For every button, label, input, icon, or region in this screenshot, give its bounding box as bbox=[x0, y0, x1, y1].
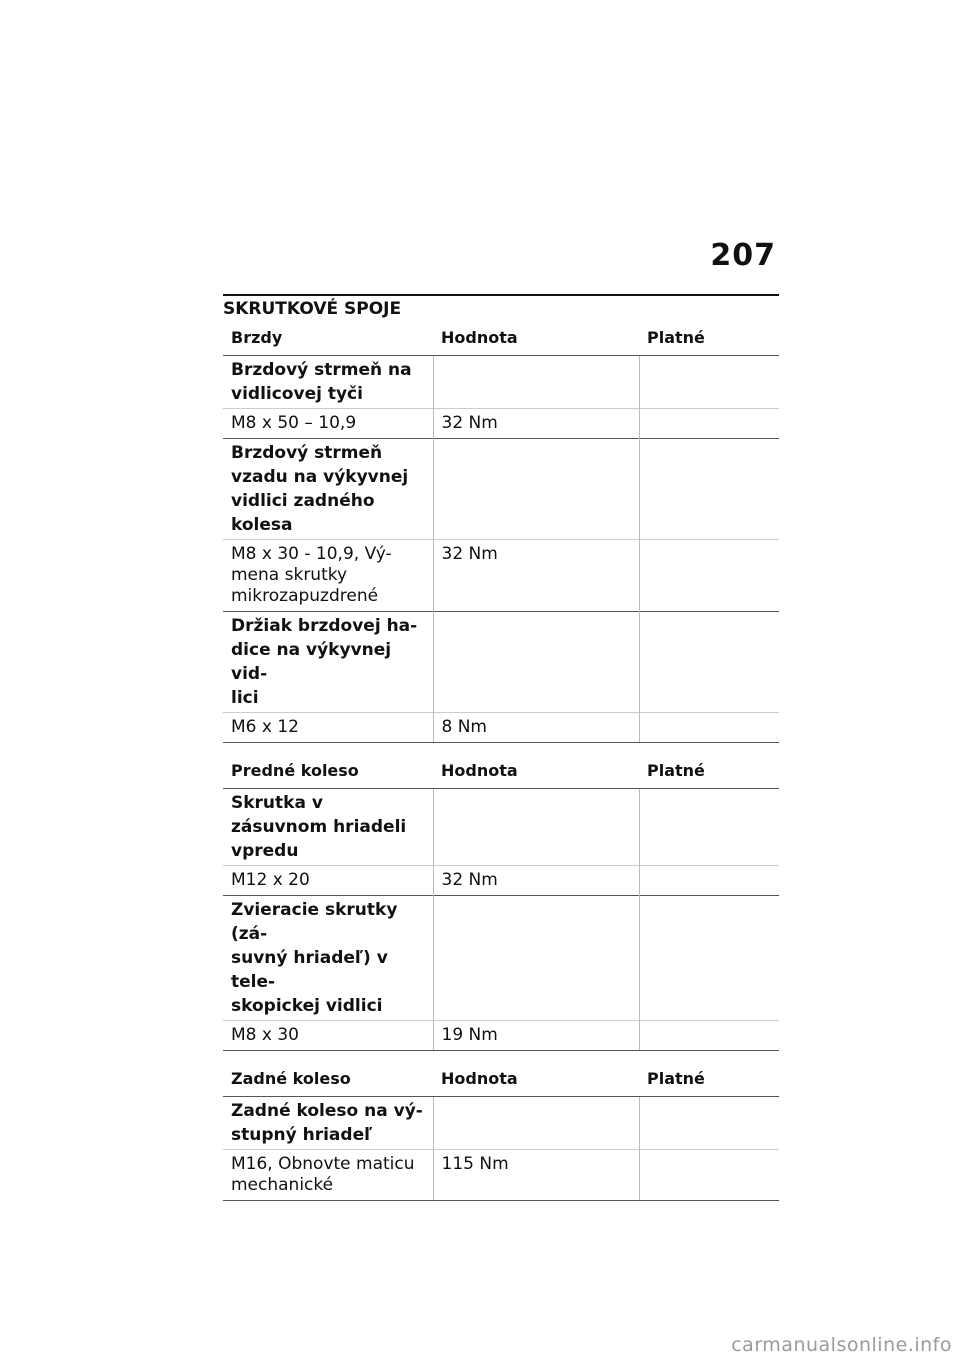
table-row bbox=[223, 866, 779, 896]
row-valid bbox=[639, 612, 779, 713]
row-valid bbox=[639, 896, 779, 1021]
table-row bbox=[223, 1150, 779, 1201]
page-number: 207 bbox=[710, 238, 776, 273]
table-row bbox=[223, 713, 779, 743]
row-label: M6 x 12 bbox=[223, 713, 433, 743]
table-row bbox=[223, 1021, 779, 1051]
table-row bbox=[223, 896, 779, 1021]
row-valid bbox=[639, 540, 779, 612]
header-value: Hodnota bbox=[433, 322, 639, 356]
row-valid bbox=[639, 356, 779, 409]
row-label: M8 x 50 – 10,9 bbox=[223, 409, 433, 439]
section-title: SKRUTKOVÉ SPOJE bbox=[223, 299, 402, 319]
brakes-table bbox=[223, 322, 779, 743]
table-header-row bbox=[223, 322, 779, 356]
header-valid: Platné bbox=[639, 755, 779, 789]
row-label: M8 x 30 bbox=[223, 1021, 433, 1051]
header-value: Hodnota bbox=[433, 755, 639, 789]
row-valid bbox=[639, 713, 779, 743]
table-row bbox=[223, 409, 779, 439]
torque-tables bbox=[223, 322, 779, 1201]
row-value: 115 Nm bbox=[433, 1150, 639, 1201]
row-value bbox=[433, 356, 639, 409]
row-label: M12 x 20 bbox=[223, 866, 433, 896]
row-value: 32 Nm bbox=[433, 540, 639, 612]
front-wheel-table bbox=[223, 755, 779, 1051]
row-valid bbox=[639, 1021, 779, 1051]
header-valid: Platné bbox=[639, 322, 779, 356]
row-valid bbox=[639, 866, 779, 896]
header-value: Hodnota bbox=[433, 1063, 639, 1097]
table-row bbox=[223, 789, 779, 866]
header-component: Predné koleso bbox=[223, 755, 433, 789]
table-row bbox=[223, 356, 779, 409]
row-label: Zadné koleso na vý- stupný hriadeľ bbox=[223, 1097, 433, 1150]
watermark-text: carmanualsonline.info bbox=[731, 1334, 952, 1356]
row-label: M16, Obnovte maticu mechanické bbox=[223, 1150, 433, 1201]
row-label: Držiak brzdovej ha- dice na výkyvnej vid- lici bbox=[223, 612, 433, 713]
table-row bbox=[223, 540, 779, 612]
row-value bbox=[433, 612, 639, 713]
row-label: Brzdový strmeň vzadu na výkyvnej vidlici zadného kolesa bbox=[223, 439, 433, 540]
row-valid bbox=[639, 409, 779, 439]
row-label: Brzdový strmeň na vidlicovej tyči bbox=[223, 356, 433, 409]
table-row bbox=[223, 439, 779, 540]
row-value bbox=[433, 896, 639, 1021]
header-valid: Platné bbox=[639, 1063, 779, 1097]
row-valid bbox=[639, 1097, 779, 1150]
header-rule bbox=[223, 294, 779, 296]
table-row bbox=[223, 1097, 779, 1150]
row-value bbox=[433, 789, 639, 866]
row-valid bbox=[639, 1150, 779, 1201]
row-label: M8 x 30 - 10,9, Vý- mena skrutky mikrozapuzdrené bbox=[223, 540, 433, 612]
header-component: Zadné koleso bbox=[223, 1063, 433, 1097]
row-value: 8 Nm bbox=[433, 713, 639, 743]
row-value: 19 Nm bbox=[433, 1021, 639, 1051]
row-valid bbox=[639, 439, 779, 540]
row-label: Skrutka v zásuvnom hriadeli vpredu bbox=[223, 789, 433, 866]
rear-wheel-table bbox=[223, 1063, 779, 1201]
header-component: Brzdy bbox=[223, 322, 433, 356]
row-label: Zvieracie skrutky (zá- suvný hriadeľ) v tele- skopickej vidlici bbox=[223, 896, 433, 1021]
table-header-row bbox=[223, 1063, 779, 1097]
row-value: 32 Nm bbox=[433, 409, 639, 439]
row-valid bbox=[639, 789, 779, 866]
table-header-row bbox=[223, 755, 779, 789]
row-value: 32 Nm bbox=[433, 866, 639, 896]
row-value bbox=[433, 439, 639, 540]
row-value bbox=[433, 1097, 639, 1150]
table-row bbox=[223, 612, 779, 713]
